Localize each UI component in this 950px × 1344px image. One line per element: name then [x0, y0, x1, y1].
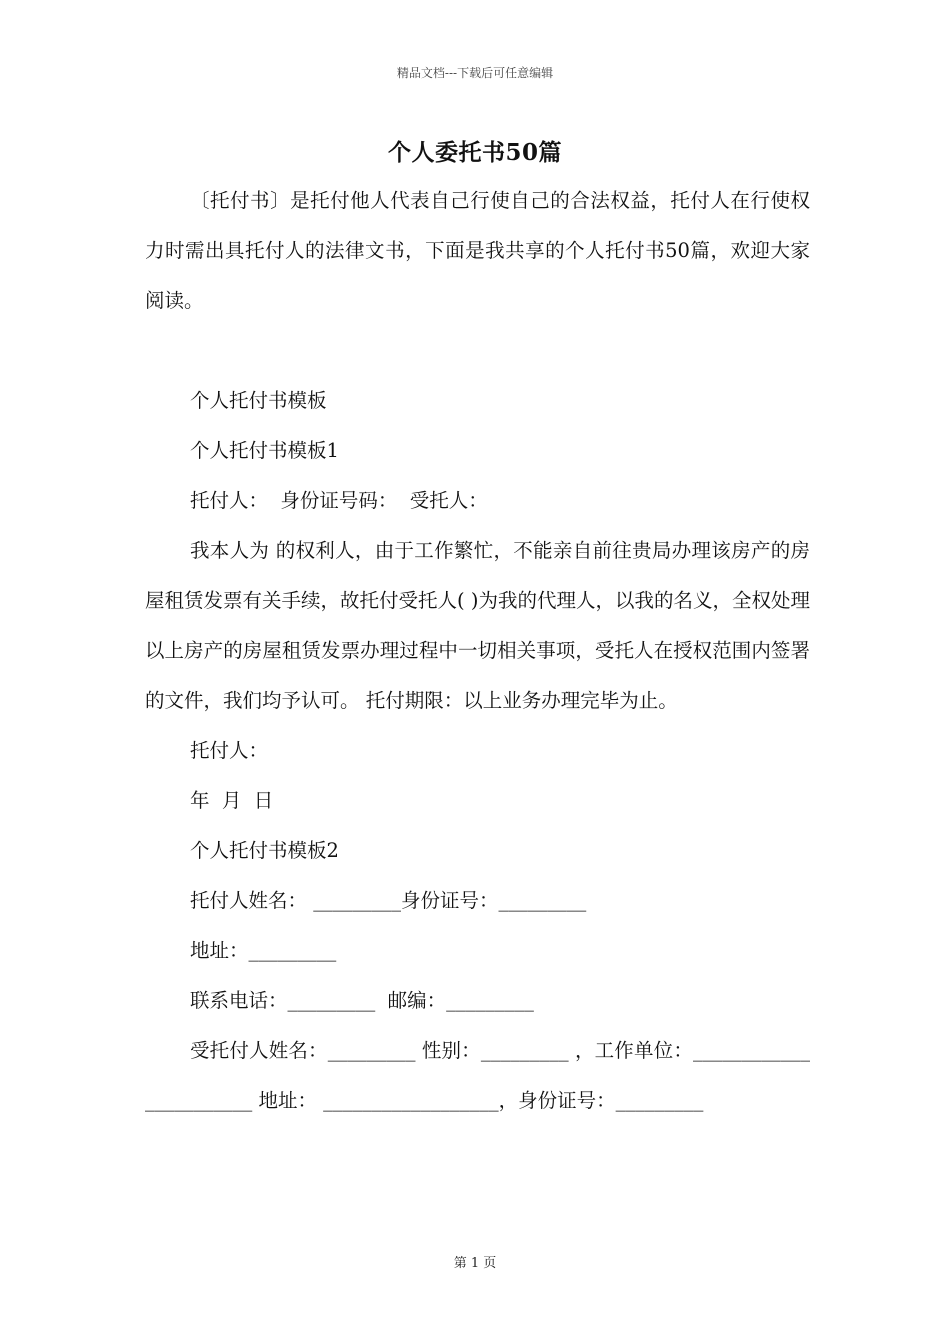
template-2-trustee: 受托付人姓名：_________ 性别：_________ ，工作单位：_______________________ 地址： __________________，身份证号：_________	[145, 1039, 810, 1112]
spacer	[145, 326, 810, 376]
intro-paragraph: 〔托付书〕是托付他人代表自己行使自己的合法权益，托付人在行使权力时需出具托付人的法律文书，下面是我共享的个人托付书50篇，欢迎大家阅读。	[145, 189, 810, 312]
document-body	[145, 176, 810, 1126]
page-number: 第 1 页	[453, 1256, 497, 1271]
template-2-address: 地址：_________	[190, 939, 337, 962]
template-1-title: 个人托付书模板1	[190, 439, 339, 462]
template-1-signer: 托付人：	[190, 739, 269, 762]
template-1-body: 我本人为 的权利人，由于工作繁忙，不能亲自前往贵局办理该房产的房屋租赁发票有关手续，故托付受托人( )为我的代理人，以我的名义，全权处理以上房产的房屋租赁发票办理过程中一切相关事项，受托人在授权范围内签署的文件，我们均予认可。 托付期限：以上业务办理完毕为止。	[145, 539, 810, 712]
document-title: 个人委托书50篇	[387, 139, 562, 166]
template-2-name-id: 托付人姓名： _________身份证号：_________	[190, 889, 587, 912]
template-1-date: 年 月 日	[190, 789, 274, 812]
template-2-phone-zip: 联系电话：_________ 邮编：_________	[190, 989, 534, 1012]
section-title: 个人托付书模板	[190, 389, 327, 412]
page-header: 精品文档---下载后可任意编辑	[396, 66, 554, 80]
template-2-title: 个人托付书模板2	[190, 839, 339, 862]
template-1-parties: 托付人： 身份证号码： 受托人：	[190, 489, 488, 512]
